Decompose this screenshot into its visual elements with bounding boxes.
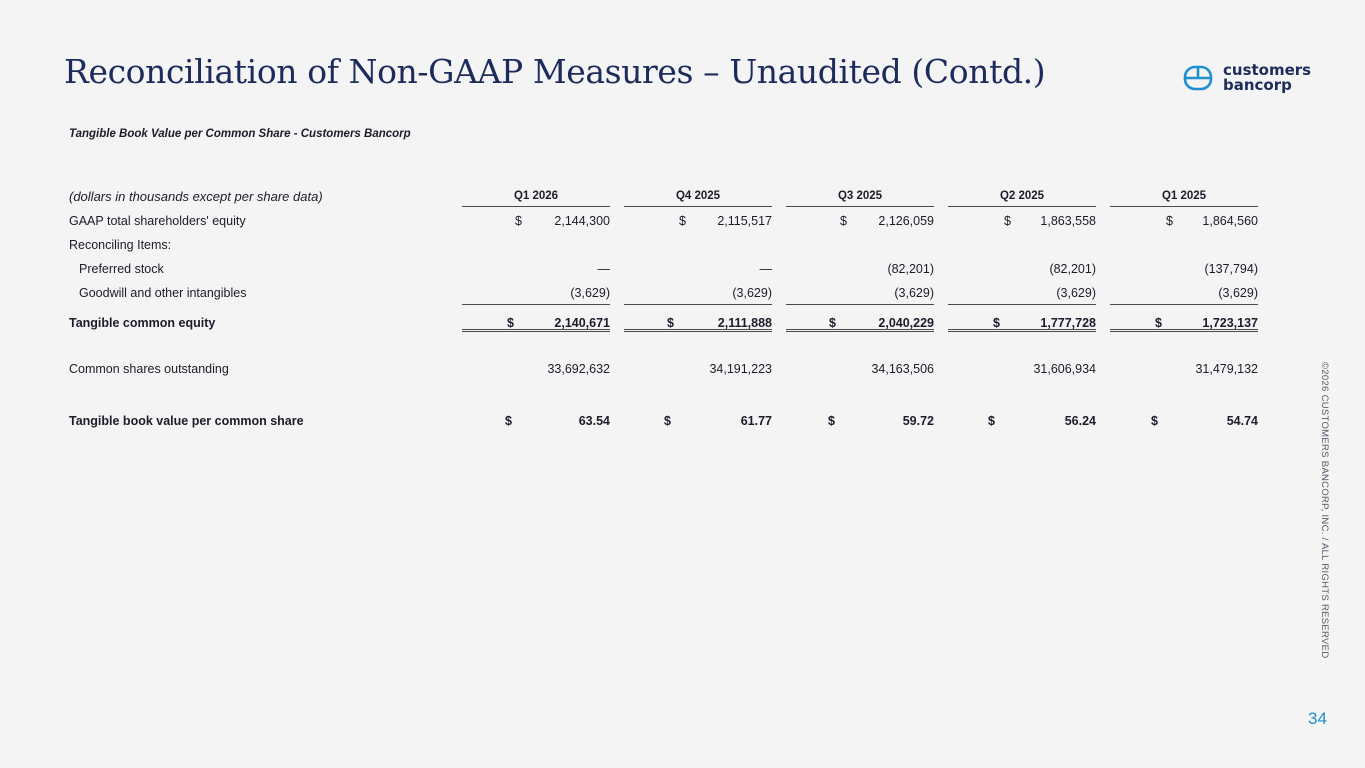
table-cell: $ 59.72 [828, 414, 934, 428]
table-cell: $ 63.54 [505, 414, 610, 428]
column-header: Q1 2025 [1110, 190, 1258, 207]
table-cell: 31,606,934 [1033, 362, 1096, 376]
column-header: Q2 2025 [948, 190, 1096, 207]
table-cell: $ 61.77 [664, 414, 772, 428]
table-cell: — [759, 262, 772, 276]
table-cell: $ 56.24 [988, 414, 1096, 428]
row-label-goodwill: Goodwill and other intangibles [79, 286, 247, 300]
table-cell: (3,629) [570, 286, 610, 300]
table-cell: $ 2,111,888 [624, 304, 772, 332]
row-label-tangible-common-equity: Tangible common equity [69, 316, 216, 330]
customers-bancorp-logo-icon [1183, 63, 1213, 93]
table-cell: $ 1,777,728 [948, 304, 1096, 332]
table-cell: (3,629) [1218, 286, 1258, 300]
row-label-preferred-stock: Preferred stock [79, 262, 164, 276]
table-cell: (82,201) [1049, 262, 1096, 276]
table-cell: $ 1,864,560 [1166, 214, 1258, 228]
table-cell: $ 2,126,059 [840, 214, 934, 228]
table-cell: (137,794) [1204, 262, 1258, 276]
table-cell: — [597, 262, 610, 276]
logo-text-line1: customers [1223, 61, 1312, 79]
table-cell: $ 2,040,229 [786, 304, 934, 332]
column-header: Q1 2026 [462, 190, 610, 207]
table-cell: 31,479,132 [1195, 362, 1258, 376]
table-cell: $ 1,863,558 [1004, 214, 1096, 228]
company-logo [1183, 63, 1311, 93]
table-cell: $ 2,144,300 [515, 214, 610, 228]
table-subtitle: Tangible Book Value per Common Share - Customers Bancorp [69, 128, 411, 140]
table-cell: $ 2,140,671 [462, 304, 610, 332]
table-cell: $ 1,723,137 [1110, 304, 1258, 332]
table-cell: 33,692,632 [547, 362, 610, 376]
column-header: Q4 2025 [624, 190, 772, 207]
table-cell: (3,629) [1056, 286, 1096, 300]
copyright-notice: ©2026 CUSTOMERS BANCORP, INC. / ALL RIGHTS RESERVED [1319, 362, 1330, 659]
row-label-tangible-book-value: Tangible book value per common share [69, 414, 304, 428]
column-header: Q3 2025 [786, 190, 934, 207]
table-cell: 34,191,223 [709, 362, 772, 376]
row-label-common-shares: Common shares outstanding [69, 362, 229, 376]
table-cell: (3,629) [894, 286, 934, 300]
row-label-reconciling: Reconciling Items: [69, 238, 172, 252]
page-title: Reconciliation of Non-GAAP Measures – Unaudited (Contd.) [64, 52, 1046, 91]
table-cell: (82,201) [887, 262, 934, 276]
table-cell: $ 54.74 [1151, 414, 1258, 428]
logo-text-line2: bancorp [1223, 76, 1292, 94]
units-label: (dollars in thousands except per share data) [69, 189, 323, 204]
page-number: 34 [1308, 709, 1327, 728]
table-cell: (3,629) [732, 286, 772, 300]
row-label-gaap-equity: GAAP total shareholders' equity [69, 214, 246, 228]
table-cell: 34,163,506 [871, 362, 934, 376]
table-cell: $ 2,115,517 [679, 214, 772, 228]
